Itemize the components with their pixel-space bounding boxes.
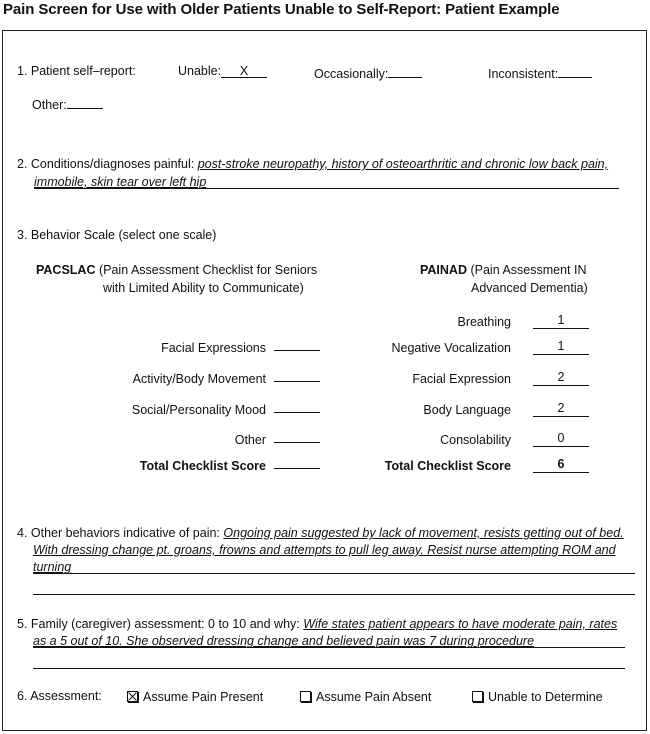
painad-row-value[interactable]: 0 bbox=[533, 431, 589, 447]
pacslac-total-value[interactable] bbox=[274, 468, 320, 469]
other-value[interactable] bbox=[67, 95, 103, 109]
item3-label: 3. Behavior Scale (select one scale) bbox=[17, 228, 217, 242]
painad-desc1: (Pain Assessment IN bbox=[470, 263, 587, 277]
assess-option-label: Assume Pain Absent bbox=[316, 690, 432, 704]
occasionally-value[interactable] bbox=[388, 64, 422, 78]
item4-row bbox=[17, 526, 624, 540]
pacslac-header-line1 bbox=[36, 263, 317, 277]
item5-answer-rule bbox=[33, 647, 625, 648]
pacslac-total-label: Total Checklist Score bbox=[139, 459, 266, 473]
item4-blank-rule bbox=[33, 594, 635, 595]
item2-label: 2. Conditions/diagnoses painful: bbox=[17, 157, 195, 171]
painad-row-value[interactable]: 2 bbox=[533, 401, 589, 417]
assess-option-pain-absent[interactable] bbox=[300, 690, 431, 704]
other-label: Other: bbox=[32, 98, 67, 112]
unable-label: Unable: bbox=[178, 64, 222, 78]
assess-option-pain-present[interactable] bbox=[127, 690, 263, 704]
pacslac-row-label: Other bbox=[234, 433, 266, 447]
item2-answer-rule bbox=[34, 188, 619, 189]
painad-row-value[interactable]: 1 bbox=[533, 313, 589, 329]
other-field bbox=[32, 95, 103, 112]
pacslac-row-label: Facial Expressions bbox=[161, 341, 266, 355]
pacslac-row-label: Activity/Body Movement bbox=[132, 372, 266, 386]
item5-blank-rule bbox=[33, 668, 625, 669]
pacslac-desc2: with Limited Ability to Communicate) bbox=[103, 281, 304, 295]
inconsistent-value[interactable] bbox=[558, 64, 592, 78]
painad-row-label: Consolability bbox=[440, 433, 511, 447]
pacslac-row-label: Social/Personality Mood bbox=[131, 403, 266, 417]
item4-label: 4. Other behaviors indicative of pain: bbox=[17, 526, 220, 540]
item4-answer-line3: turning bbox=[33, 560, 72, 574]
unable-field bbox=[178, 64, 267, 78]
item2-answer-line1: post-stroke neuropathy, history of osteoarthritic and chronic low back pain, bbox=[197, 157, 609, 171]
pacslac-row-value[interactable] bbox=[274, 381, 320, 382]
inconsistent-field bbox=[488, 64, 592, 81]
assess-option-label: Assume Pain Present bbox=[143, 690, 264, 704]
item2-row bbox=[17, 157, 608, 171]
item2-answer-line2: immobile, skin tear over left hip bbox=[34, 175, 207, 189]
painad-total-value[interactable]: 6 bbox=[533, 457, 589, 473]
assess-option-unable[interactable] bbox=[472, 690, 603, 704]
painad-name: PAINAD bbox=[420, 263, 467, 277]
item4-answer-rule bbox=[33, 573, 635, 574]
pacslac-row-value[interactable] bbox=[274, 442, 320, 443]
pacslac-name: PACSLAC bbox=[36, 263, 96, 277]
item5-answer-line2: as a 5 out of 10. She observed dressing change and believed pain was 7 during procedure bbox=[33, 634, 535, 648]
assess-option-label: Unable to Determine bbox=[488, 690, 603, 704]
item4-answer-line1: Ongoing pain suggested by lack of movement, resists getting out of bed. bbox=[223, 526, 624, 540]
item5-label: 5. Family (caregiver) assessment: 0 to 10 and why: bbox=[17, 617, 300, 631]
inconsistent-label: Inconsistent: bbox=[488, 67, 559, 81]
item5-row bbox=[17, 617, 617, 631]
item4-answer-line2: With dressing change pt. groans, frowns and attempts to pull leg away. Resist nurse attempting ROM and bbox=[33, 543, 616, 557]
pacslac-row-value[interactable] bbox=[274, 412, 320, 413]
occasionally-field bbox=[314, 64, 422, 81]
painad-row-value[interactable]: 1 bbox=[533, 339, 589, 355]
painad-row-label: Facial Expression bbox=[412, 372, 511, 386]
painad-total-label: Total Checklist Score bbox=[384, 459, 511, 473]
pacslac-row-value[interactable] bbox=[274, 350, 320, 351]
item5-answer-line1: Wife states patient appears to have moderate pain, rates bbox=[303, 617, 618, 631]
painad-desc2: Advanced Dementia) bbox=[471, 281, 588, 295]
occasionally-label: Occasionally: bbox=[314, 67, 389, 81]
checkbox-icon[interactable] bbox=[472, 691, 483, 702]
item6-label: 6. Assessment: bbox=[17, 689, 102, 703]
pacslac-desc1: (Pain Assessment Checklist for Seniors bbox=[98, 263, 318, 277]
checkbox-icon[interactable] bbox=[300, 691, 311, 702]
painad-header-line1 bbox=[420, 263, 587, 277]
unable-value[interactable]: X bbox=[221, 64, 267, 78]
painad-row-label: Body Language bbox=[423, 403, 511, 417]
item1-label: 1. Patient self–report: bbox=[17, 64, 136, 78]
painad-row-label: Breathing bbox=[457, 315, 511, 329]
painad-row-value[interactable]: 2 bbox=[533, 370, 589, 386]
checkbox-checked-icon[interactable] bbox=[127, 691, 138, 702]
painad-row-label: Negative Vocalization bbox=[391, 341, 511, 355]
page-title: Pain Screen for Use with Older Patients Unable to Self-Report: Patient Example bbox=[3, 1, 560, 18]
